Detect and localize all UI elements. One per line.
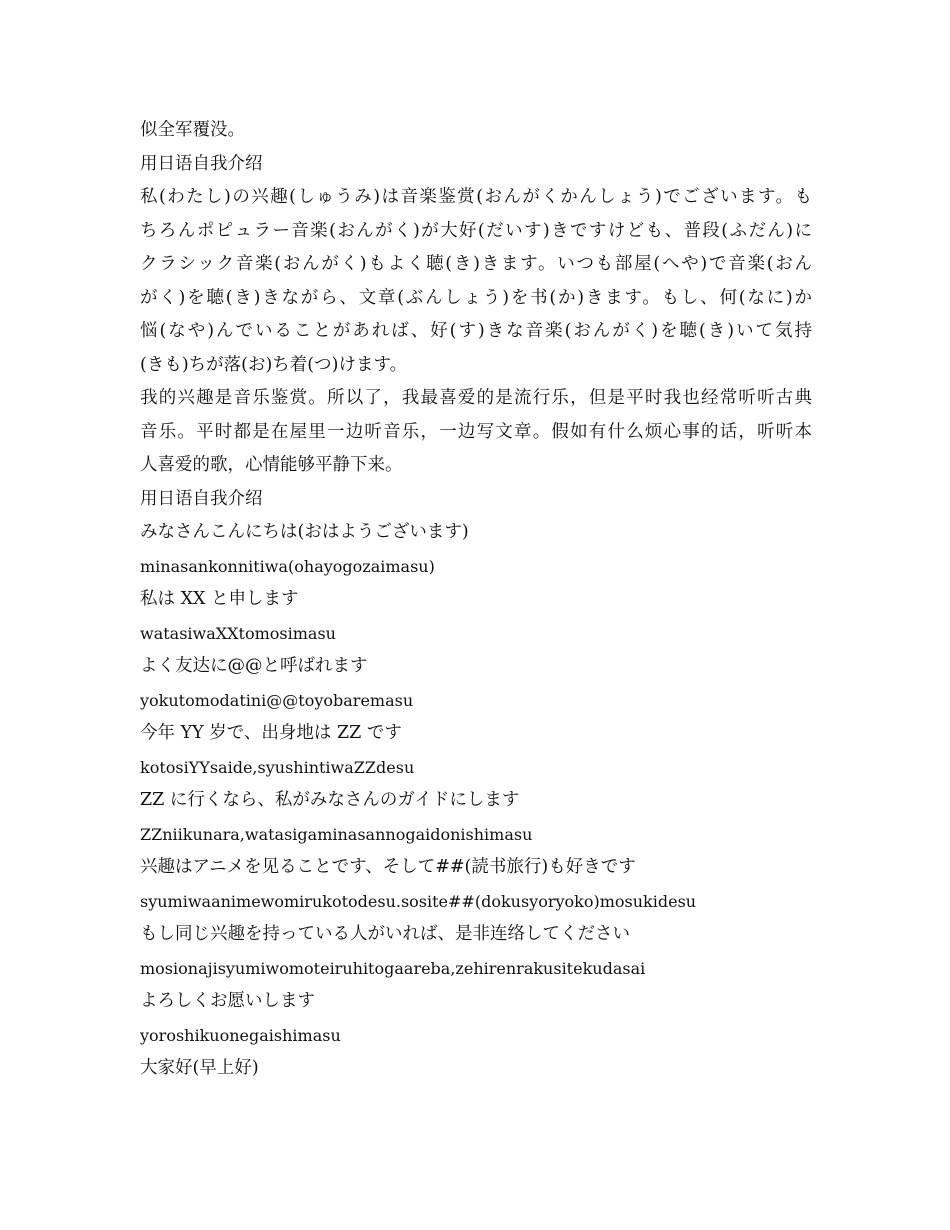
- romaji-phrase: syumiwaanimewomirukotodesu.sosite##(dokusyoryoko)mosukidesu: [140, 891, 697, 911]
- paragraph-line: 我的兴趣是音乐鉴赏。所以了，我最喜爱的是流行乐，但是平时我也经常听听古典: [140, 388, 812, 408]
- paragraph-line: (きも)ちが落(お)ち着(つ)けます。: [140, 354, 408, 375]
- intro-phrase-list: [140, 516, 812, 1052]
- paragraph-chinese-translation: [140, 382, 812, 483]
- romaji-phrase: ZZniikunara,watasigaminasannogaidonishimasu: [140, 824, 533, 844]
- romaji-phrase: watasiwaXXtomosimasu: [140, 623, 336, 643]
- romaji-phrase: minasankonnitiwa(ohayogozaimasu): [140, 556, 435, 576]
- paragraph-line: クラシック音楽(おんがく)もよく聴(き)きます。いつも部屋(へや)で音楽(おん: [140, 254, 812, 274]
- japanese-phrase: 今年 YY 岁で、出身地は ZZ です: [140, 723, 402, 743]
- japanese-phrase: 兴趣はアニメを见ることです、そして##(読书旅行)も好きです: [140, 857, 636, 877]
- section-heading: 用日语自我介绍: [140, 488, 263, 509]
- japanese-phrase: 私は XX と申します: [140, 589, 299, 609]
- romaji-phrase: yoroshikuonegaishimasu: [140, 1025, 341, 1045]
- text-line: 似全军覆没。: [140, 120, 245, 140]
- text-line: 大家好(早上好): [140, 1058, 259, 1078]
- paragraph-line: 私(わたし)の兴趣(しゅうみ)は音楽鉴赏(おんがくかんしょう)でございます。も: [140, 187, 812, 207]
- document-page: [140, 114, 812, 1086]
- romaji-phrase: kotosiYYsaide,syushintiwaZZdesu: [140, 757, 415, 777]
- japanese-phrase: もし同じ兴趣を持っている人がいれば、是非连络してください: [140, 924, 630, 944]
- paragraph-line: がく)を聴(き)きながら、文章(ぶんしょう)を书(か)きます。もし、何(なに)か: [140, 287, 812, 308]
- paragraph-line: 人喜爱的歌，心情能够平静下来。: [140, 455, 403, 475]
- paragraph-line: 悩(なや)んでいることがあれば、好(す)きな音楽(おんがく)を聴(き)いて気持: [140, 321, 812, 341]
- paragraph-line: 音乐。平时都是在屋里一边听音乐，一边写文章。假如有什么烦心事的话，听听本: [140, 421, 812, 442]
- japanese-phrase: よく友达に@@と呼ばれます: [140, 656, 368, 676]
- paragraph-japanese-hobby: [140, 181, 812, 382]
- japanese-phrase: ZZ に行くなら、私がみなさんのガイドにします: [140, 790, 520, 810]
- paragraph-line: ちろんポピュラー音楽(おんがく)が大好(だいす)きですけども、普段(ふだん)に: [140, 220, 812, 241]
- romaji-phrase: mosionajisyumiwomoteiruhitogaareba,zehirenrakusitekudasai: [140, 958, 646, 978]
- section-heading: 用日语自我介绍: [140, 153, 263, 174]
- japanese-phrase: よろしくお愿いします: [140, 991, 315, 1011]
- romaji-phrase: yokutomodatini@@toyobaremasu: [140, 690, 414, 710]
- japanese-phrase: みなさんこんにちは(おはようございます): [140, 522, 469, 542]
